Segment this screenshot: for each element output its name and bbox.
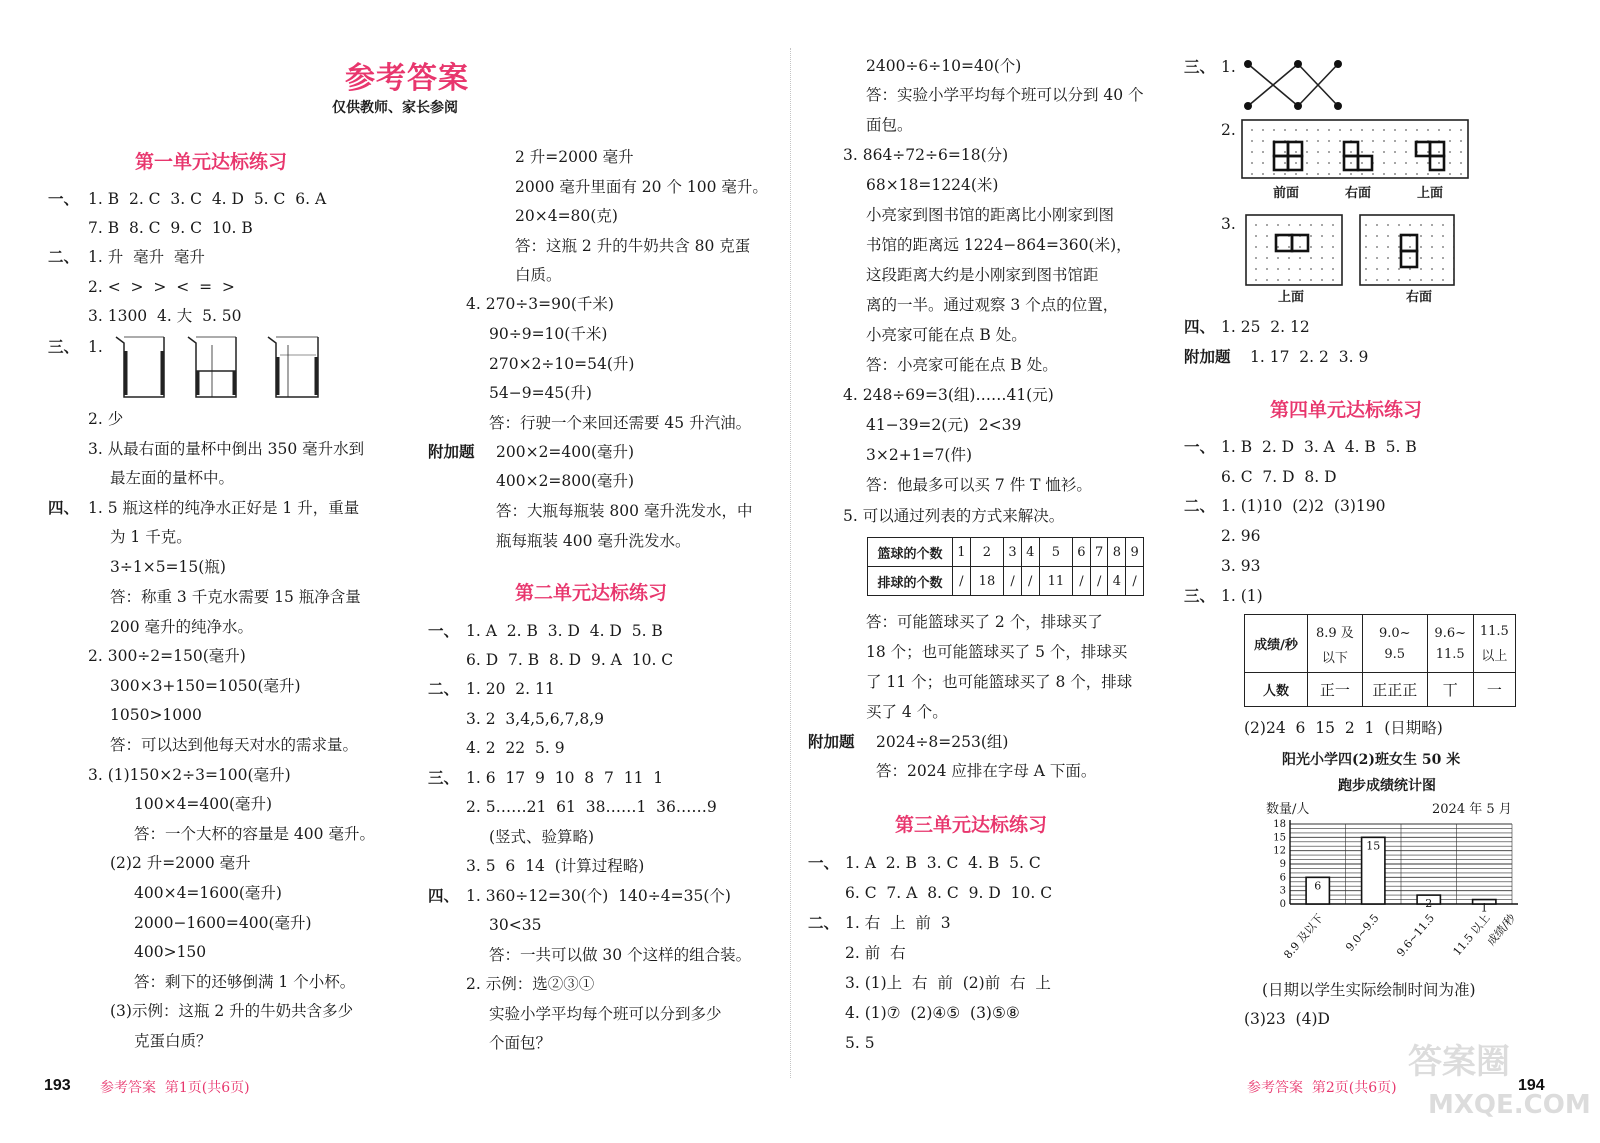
c4-l7: 6. C 7. D 8. D <box>1221 468 1337 486</box>
left-page-number: 193 <box>44 1077 71 1094</box>
beaker-diagrams <box>112 335 332 405</box>
c3-l25b: 1. 右 上 前 3 <box>845 914 951 932</box>
c2-l5: 白质。 <box>515 266 562 284</box>
c3-l27: 3. (1)上 右 前 (2)前 右 上 <box>845 974 1051 992</box>
c2-l28: 实验小学平均每个班可以分到多少 <box>489 1005 722 1023</box>
c3-l9: 离的一半。通过观察 3 个点的位置， <box>866 296 1119 314</box>
c4-l10: 3. 93 <box>1221 557 1261 575</box>
c4-l8b: 1. (1)10 (2)2 (3)190 <box>1221 497 1386 515</box>
matching-lines-diagram <box>1238 58 1358 114</box>
c3-l24: 6. C 7. A 8. C 9. D 10. C <box>845 884 1053 902</box>
c4-l3: 3. <box>1221 215 1236 233</box>
table-header <box>1308 615 1363 673</box>
c2-l11a: 附加题 <box>428 442 475 461</box>
header-line: 9.0~ <box>1378 625 1411 641</box>
beaker-2 <box>188 337 236 397</box>
table-cell: 9 <box>1126 538 1144 567</box>
chart-title-line2: 跑步成绩统计图 <box>1338 778 1436 794</box>
tally-cell: 丅 <box>1427 673 1473 707</box>
c3-l13: 41−39=2(元) 2<39 <box>866 416 1022 434</box>
c3-l6: 小亮家到图书馆的距离比小刚家到图 <box>866 206 1115 224</box>
left-footer-text: 参考答案 第1页(共6页) <box>100 1080 250 1096</box>
watermark-url: MXQE.COM <box>1428 1090 1591 1120</box>
c4-l1b: 1. <box>1221 58 1236 76</box>
c2-l22: (竖式、验算略) <box>489 828 595 846</box>
c1-l21: 答：一个大杯的容量是 400 毫升。 <box>134 825 375 843</box>
x-tick-label: 11.5 以上 <box>1450 911 1493 959</box>
c1-l9: 最左面的量杯中。 <box>110 469 235 487</box>
table-header-label: 成绩/秒 <box>1245 615 1308 673</box>
c3-l16: 5. 可以通过列表的方式来解决。 <box>843 507 1065 525</box>
c2-l8: 270×2÷10=54(升) <box>489 355 635 373</box>
chart-title-line1: 阳光小学四(2)班女生 50 米 <box>1282 752 1461 768</box>
c1-l26: 答：剩下的还够倒满 1 个小杯。 <box>134 973 356 991</box>
c4-l8a: 二、 <box>1184 496 1216 515</box>
c3-l7: 书馆的距离远 1224−864=360(米)， <box>866 236 1132 254</box>
table-cell: / <box>1021 567 1039 596</box>
tally-cell: 一 <box>1473 673 1515 707</box>
x-tick-label: 8.9 及以下 <box>1281 911 1327 962</box>
header-line: 9.5 <box>1384 646 1406 662</box>
c1-l27: (3)示例：这瓶 2 升的牛奶共含多少 <box>110 1002 354 1020</box>
page-subtitle: 仅供教师、家长参阅 <box>332 100 458 116</box>
c2-l10: 答：行驶一个来回还需要 45 升汽油。 <box>489 414 752 432</box>
y-tick-label: 6 <box>1279 872 1286 884</box>
table-cell: 2 <box>970 538 1003 567</box>
x-tick-label: 9.6~11.5 <box>1394 911 1438 960</box>
y-tick-label: 3 <box>1279 885 1286 897</box>
c3-l3: 面包。 <box>866 116 913 134</box>
table-cell: / <box>953 567 971 596</box>
table-cell: 5 <box>1039 538 1072 567</box>
c2-l17b: 1. 20 2. 11 <box>466 680 555 698</box>
table-cell: 11 <box>1039 567 1072 596</box>
views-grid-1 <box>1240 118 1472 182</box>
bar-value-label: 1 <box>1480 901 1488 915</box>
c2-l1: 2 升=2000 毫升 <box>515 148 634 166</box>
table-cell: / <box>1090 567 1108 596</box>
y-tick-label: 9 <box>1279 859 1286 870</box>
c2-l20b: 1. 6 17 9 10 8 7 11 1 <box>466 769 664 787</box>
c2-l20a: 三、 <box>428 768 460 787</box>
c4-l4a: 四、 <box>1184 317 1216 336</box>
header-line: 8.9 及 <box>1315 625 1354 641</box>
c3-l29: 5. 5 <box>845 1034 875 1052</box>
table-cell: / <box>1073 567 1091 596</box>
row-label: 篮球的个数 <box>868 538 953 567</box>
c2-l12: 400×2=800(毫升) <box>496 472 635 490</box>
right-footer-text: 参考答案 第2页(共6页) <box>1247 1080 1397 1096</box>
c3-l12: 4. 248÷69=3(组)……41(元) <box>843 386 1054 404</box>
c2-l4: 答：这瓶 2 升的牛奶共含 80 克蛋 <box>515 237 751 255</box>
chart-y-label: 数量/人 <box>1266 802 1310 817</box>
c2-l27: 2. 示例：选②③① <box>466 975 595 993</box>
table-header <box>1427 615 1473 673</box>
c1-l8: 3. 从最右面的量杯中倒出 350 毫升水到 <box>88 440 365 458</box>
c3-l19: 了 11 个；也可能篮球买了 8 个，排球 <box>866 673 1133 691</box>
c1-l17: 1050>1000 <box>110 706 202 724</box>
table-cell: 18 <box>970 567 1003 596</box>
c2-l15b: 1. A 2. B 3. D 4. D 5. B <box>466 622 663 640</box>
c4-l2: 2. <box>1221 121 1236 139</box>
beaker-3 <box>268 337 318 397</box>
unit3-heading: 第三单元达标练习 <box>895 814 1048 836</box>
c3-l15: 答：他最多可以买 7 件 T 恤衫。 <box>866 476 1092 494</box>
c1-l3a: 二、 <box>48 247 80 266</box>
table-row <box>1245 615 1516 673</box>
c2-l24b: 1. 360÷12=30(个) 140÷4=35(个) <box>466 887 731 905</box>
table-row <box>868 567 1144 596</box>
unit1-heading: 第一单元达标练习 <box>135 151 288 173</box>
table-header <box>1473 615 1515 673</box>
c1-l22: (2)2 升=2000 毫升 <box>110 854 251 872</box>
view-label: 右面 <box>1345 186 1372 201</box>
c3-l25a: 二、 <box>808 913 840 932</box>
y-tick-label: 15 <box>1273 832 1286 844</box>
c1-l18: 答：可以达到他每天对水的需求量。 <box>110 736 359 754</box>
c2-l2: 2000 毫升里面有 20 个 100 毫升。 <box>515 178 768 196</box>
view-label: 前面 <box>1273 186 1300 201</box>
table-cell: 8 <box>1108 538 1126 567</box>
c3-l21a: 附加题 <box>808 732 855 751</box>
c3-l18: 18 个；也可能篮球买了 5 个，排球买 <box>866 643 1128 661</box>
c4-l11b: 1. (1) <box>1221 587 1263 605</box>
c1-l6a: 三、 <box>48 337 80 356</box>
table-cell: 4 <box>1108 567 1126 596</box>
c2-l16: 6. D 7. B 8. D 9. A 10. C <box>466 651 674 669</box>
bar-value-label: 15 <box>1366 839 1381 853</box>
unit4-heading: 第四单元达标练习 <box>1270 399 1423 421</box>
row-label: 排球的个数 <box>868 567 953 596</box>
c2-l25: 30<35 <box>489 916 542 934</box>
c3-l22: 答：2024 应排在字母 A 下面。 <box>876 762 1097 780</box>
table-row <box>1245 673 1516 707</box>
y-tick-label: 12 <box>1273 845 1286 857</box>
c2-l18: 3. 2 3,4,5,6,7,8,9 <box>466 710 605 728</box>
y-tick-label: 0 <box>1279 899 1286 910</box>
view-label: 右面 <box>1406 290 1433 305</box>
c2-l13: 答：大瓶每瓶装 800 毫升洗发水，中 <box>496 502 753 520</box>
header-line: 以上 <box>1481 648 1508 664</box>
c3-l8: 这段距离大约是小刚家到图书馆距 <box>866 266 1099 284</box>
bar-value-label: 6 <box>1314 879 1322 893</box>
bar-value-label: 2 <box>1425 897 1433 911</box>
c2-l29: 个面包？ <box>489 1034 552 1052</box>
c1-l15: 2. 300÷2=150(毫升) <box>88 647 246 665</box>
header-line: 11.5 <box>1435 646 1465 662</box>
c2-l19: 4. 2 22 5. 9 <box>466 739 565 757</box>
c2-l14: 瓶每瓶装 400 毫升洗发水。 <box>496 532 691 550</box>
score-tally-table <box>1244 614 1516 707</box>
c1-l28: 克蛋白质？ <box>134 1032 212 1050</box>
c3-l2: 答：实验小学平均每个班可以分到 40 个 <box>866 86 1144 104</box>
c1-l25: 400>150 <box>134 943 207 961</box>
c4-l5b: 1. 17 2. 2 3. 9 <box>1250 348 1369 366</box>
y-tick-label: 18 <box>1273 819 1286 830</box>
c2-l24a: 四、 <box>428 886 460 905</box>
header-line: 11.5 <box>1479 623 1509 639</box>
c4-l11a: 三、 <box>1184 586 1216 605</box>
c1-l10b: 1. 5 瓶这样的纯净水正好是 1 升，重量 <box>88 499 360 517</box>
c1-l19: 3. (1)150×2÷3=100(毫升) <box>88 766 291 784</box>
c4-l4b: 1. 25 2. 12 <box>1221 318 1310 336</box>
c2-l21: 2. 5……21 61 38……1 36……9 <box>466 798 717 816</box>
c1-l14: 200 毫升的纯净水。 <box>110 618 254 636</box>
c1-l3b: 1. 升 毫升 毫升 <box>88 248 205 266</box>
views-grid-2 <box>1244 213 1458 289</box>
c1-l13: 答：称重 3 千克水需要 15 瓶净含量 <box>110 588 361 606</box>
c3-l20: 买了 4 个。 <box>866 703 948 721</box>
c3-l23a: 一、 <box>808 853 840 872</box>
c1-l1a: 一、 <box>48 189 80 208</box>
c2-l17a: 二、 <box>428 679 460 698</box>
c3-l28: 4. (1)⑦ (2)④⑤ (3)⑤⑧ <box>845 1004 1020 1022</box>
c3-l14: 3×2+1=7(件) <box>866 446 973 464</box>
c3-l23b: 1. A 2. B 3. C 4. B 5. C <box>845 854 1041 872</box>
tally-cell: 正正正 <box>1362 673 1427 707</box>
c1-l24: 2000−1600=400(毫升) <box>134 914 312 932</box>
c1-l5: 3. 1300 4. 大 5. 50 <box>88 307 242 325</box>
tally-cell: 正一 <box>1308 673 1363 707</box>
c1-l23: 400×4=1600(毫升) <box>134 884 282 902</box>
right-page-number: 194 <box>1518 1077 1545 1094</box>
c1-l4: 2. < > > < = > <box>88 278 235 296</box>
c4-l6b: 1. B 2. D 3. A 4. B 5. B <box>1221 438 1417 456</box>
c3-l4: 3. 864÷72÷6=18(分) <box>843 146 1009 164</box>
header-line: 以下 <box>1321 650 1348 666</box>
table-cell: 1 <box>953 538 971 567</box>
c4-l9: 2. 96 <box>1221 527 1261 545</box>
table-cell: 6 <box>1073 538 1091 567</box>
table-cell: / <box>1126 567 1144 596</box>
x-axis-label: 成绩/秒 <box>1484 911 1519 949</box>
page-title: 参考答案 <box>345 61 469 96</box>
beaker-1 <box>116 337 164 397</box>
c3-l21b: 2024÷8=253(组) <box>876 733 1009 751</box>
ball-count-table <box>867 537 1144 596</box>
unit2-heading: 第二单元达标练习 <box>515 582 668 604</box>
x-tick-label: 9.0~9.5 <box>1343 911 1382 954</box>
c4-l12: (2)24 6 15 2 1 (日期略) <box>1244 719 1443 737</box>
c2-l15a: 一、 <box>428 621 460 640</box>
c4-l13: (日期以学生实际绘制时间为准) <box>1262 981 1476 999</box>
table-header <box>1362 615 1427 673</box>
table-cell: 7 <box>1090 538 1108 567</box>
c1-l1b: 1. B 2. C 3. C 4. D 5. C 6. A <box>88 190 327 208</box>
table-row <box>868 538 1144 567</box>
c3-l1: 2400÷6÷10=40(个) <box>866 57 1022 75</box>
c1-l10a: 四、 <box>48 498 80 517</box>
c3-l5: 68×18=1224(米) <box>866 176 999 194</box>
c4-l1a: 三、 <box>1184 57 1216 76</box>
c3-l17: 答：可能篮球买了 2 个，排球买了 <box>866 613 1103 631</box>
c2-l11b: 200×2=400(毫升) <box>496 443 635 461</box>
c3-l11: 答：小亮家可能在点 B 处。 <box>866 356 1058 374</box>
table-cell: 3 <box>1004 538 1022 567</box>
c1-l12: 3÷1×5=15(瓶) <box>110 558 226 576</box>
c4-l14: (3)23 (4)D <box>1244 1010 1330 1028</box>
c1-l6b: 1. <box>88 338 103 356</box>
c2-l23: 3. 5 6 14 (计算过程略) <box>466 857 645 875</box>
c2-l6: 4. 270÷3=90(千米) <box>466 295 614 313</box>
header-line: 9.6~ <box>1434 625 1466 641</box>
c2-l9: 54−9=45(升) <box>489 384 592 402</box>
center-divider <box>790 48 791 1078</box>
table-cell: / <box>1004 567 1022 596</box>
c4-l5a: 附加题 <box>1184 347 1231 366</box>
c1-l7: 2. 少 <box>88 410 124 428</box>
view-label: 上面 <box>1278 290 1305 305</box>
c1-l2: 7. B 8. C 9. C 10. B <box>88 219 253 237</box>
watermark-logo: 答案圈 <box>1408 1042 1510 1082</box>
c2-l26: 答：一共可以做 30 个这样的组合装。 <box>489 946 752 964</box>
bar-chart <box>1256 818 1526 968</box>
view-label: 上面 <box>1417 186 1444 201</box>
c2-l7: 90÷9=10(千米) <box>489 325 608 343</box>
c3-l26: 2. 前 右 <box>845 944 906 962</box>
c1-l11: 为 1 千克。 <box>110 528 192 546</box>
c2-l3: 20×4=80(克) <box>515 207 618 225</box>
chart-date: 2024 年 5 月 <box>1432 802 1512 817</box>
table-cell: 4 <box>1021 538 1039 567</box>
c1-l16: 300×3+150=1050(毫升) <box>110 677 301 695</box>
c4-l6a: 一、 <box>1184 437 1216 456</box>
c1-l20: 100×4=400(毫升) <box>134 795 273 813</box>
row-label: 人数 <box>1245 673 1308 707</box>
c3-l10: 小亮家可能在点 B 处。 <box>866 326 1027 344</box>
